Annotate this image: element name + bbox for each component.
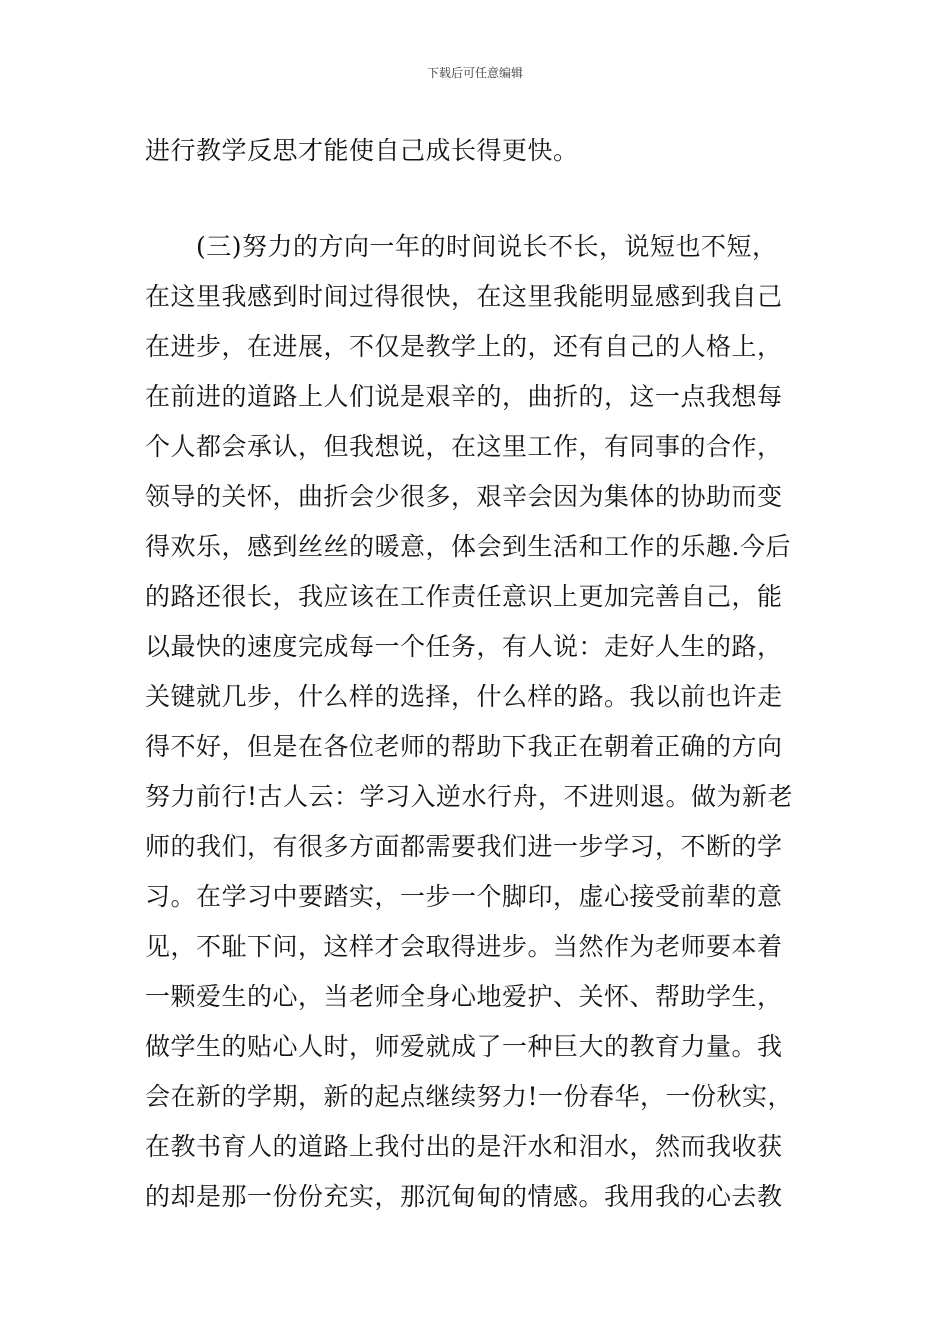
header-note: 下载后可任意编辑 [426,66,523,80]
text-line: 以最快的速度完成每一个任务，有人说：走好人生的路， [145,632,783,661]
text-line: 做学生的贴心人时，师爱就成了一种巨大的教育力量。我 [145,1032,783,1061]
text-line: 见，不耻下问，这样才会取得进步。当然作为老师要本着 [145,932,783,961]
text-line: 得不好，但是在各位老师的帮助下我正在朝着正确的方向 [145,732,783,761]
carryover-text [145,126,815,176]
text-line: 在这里我感到时间过得很快，在这里我能明显感到我自己 [145,282,783,311]
text-line: 习。在学习中要踏实，一步一个脚印，虚心接受前辈的意 [145,882,783,911]
text-line: 努力前行!古人云：学习入逆水行舟，不进则退。做为新老 [145,782,794,811]
text-line: 的路还很长，我应该在工作责任意识上更加完善自己，能 [145,582,783,611]
text-line: 个人都会承认，但我想说，在这里工作，有同事的合作， [145,432,783,461]
text-line: 会在新的学期，新的起点继续努力!一份春华，一份秋实， [145,1082,794,1111]
paragraph-section-three [145,222,815,1222]
text-line: (三)努力的方向一年的时间说长不长，说短也不短， [145,232,778,261]
text-line: 一颗爱生的心，当老师全身心地爱护、关怀、帮助学生， [145,982,783,1011]
text-line: 的却是那一份份充实，那沉甸甸的情感。我用我的心去教 [145,1182,783,1211]
text-line: 在教书育人的道路上我付出的是汗水和泪水，然而我收获 [145,1132,783,1161]
text-line: 在前进的道路上人们说是艰辛的，曲折的，这一点我想每 [145,382,783,411]
text-line: 领导的关怀，曲折会少很多，艰辛会因为集体的协助而变 [145,482,783,511]
text-line: 得欢乐，感到丝丝的暖意，体会到生活和工作的乐趣.今后 [145,532,791,561]
text-line: 在进步，在进展，不仅是教学上的，还有自己的人格上， [145,332,783,361]
text-line: 进行教学反思才能使自己成长得更快。 [145,136,579,165]
text-line: 师的我们，有很多方面都需要我们进一步学习，不断的学 [145,832,783,861]
text-line: 关键就几步，什么样的选择，什么样的路。我以前也许走 [145,682,783,711]
